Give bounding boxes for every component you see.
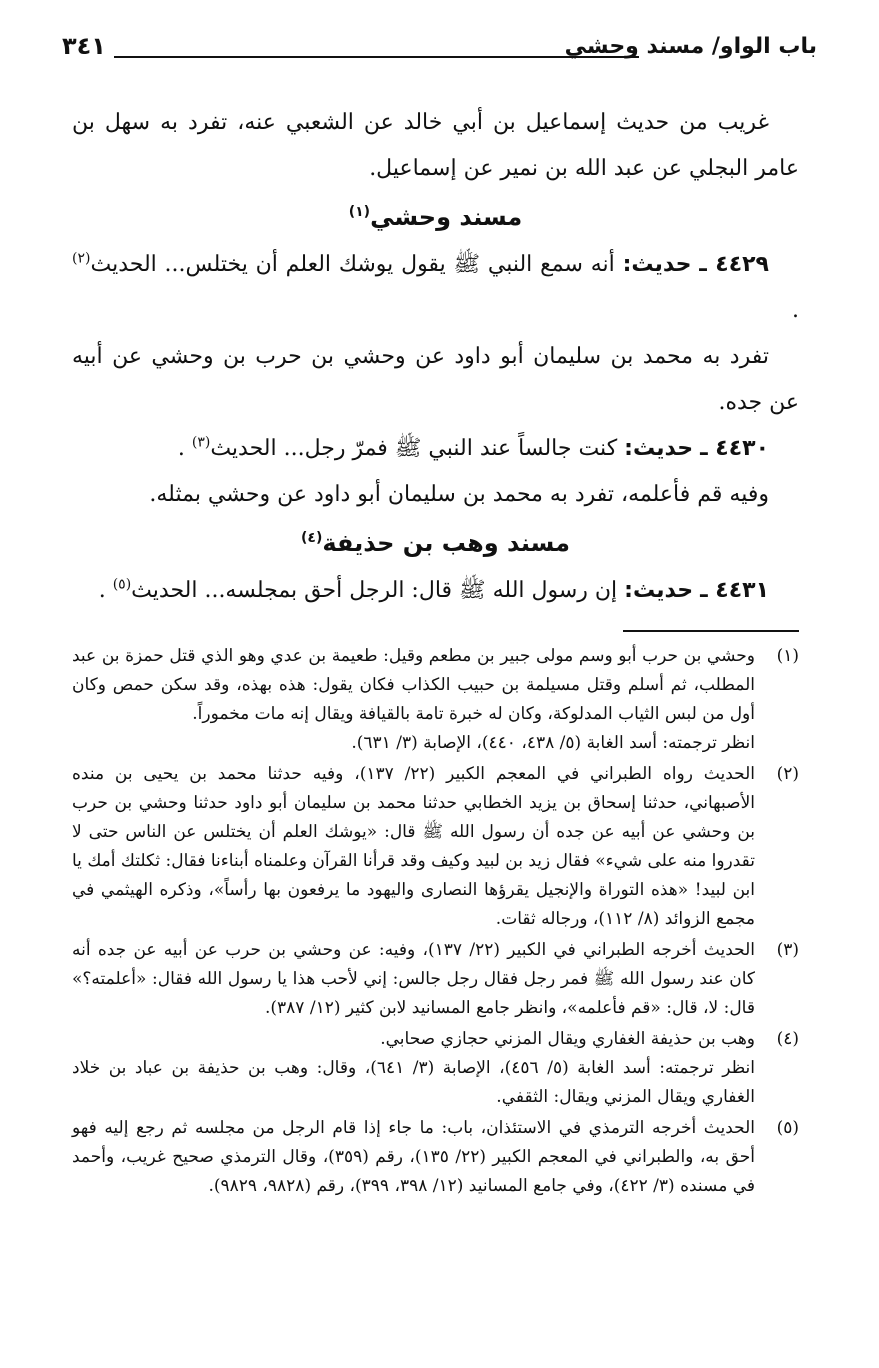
footnote-separator (623, 630, 799, 632)
footnote-number: (٤) (776, 1029, 799, 1049)
section-heading-wahshi (72, 192, 799, 242)
footnote-text: الحديث أخرجه الطبراني في الكبير (٢٢/ ١٣٧)، وفيه: عن وحشي بن حرب عن أبيه عن جده أنه كان عند رسول الله ﷺ فمر رجل فقال رجل جالس: إني لأحب هذا يا رسول الله فقال: «أعلمته؟» قال: لا، قال: «قم فأعلمه»، وانظر جامع المسانيد لابن كثير (١٢/ ٣٨٧). (72, 940, 755, 1018)
footnote-5 (72, 1114, 799, 1201)
footnote-ref: (٢) (72, 250, 91, 267)
hadith-label: حديث: (624, 578, 694, 603)
running-header (62, 28, 817, 72)
footnote-text: انظر ترجمته: أسد الغابة (٥/ ٤٥٦)، الإصابة (٣/ ٦٤١)، وقال: وهب بن حذيفة بن عباد بن خلاد الغفاري ويقال المزني ويقال: الثقفي. (72, 1058, 755, 1107)
hadith-number: ٤٤٣١ ـ (700, 578, 769, 603)
footnote-3 (72, 936, 799, 1023)
hadith-text: كنت جالساً عند النبي ﷺ فمرّ رجل... الحديث (210, 436, 618, 461)
header-rule (114, 56, 639, 58)
hadith-label: حديث: (624, 436, 694, 461)
footnote-number: (٥) (776, 1118, 799, 1138)
hadith-4429-note: تفرد به محمد بن سليمان أبو داود عن وحشي بن حرب بن وحشي عن أبيه عن جده. (72, 344, 799, 415)
hadith-text: أنه سمع النبي ﷺ يقول يوشك العلم أن يختلس... الحديث (90, 252, 615, 277)
intro-paragraph: غريب من حديث إسماعيل بن أبي خالد عن الشعبي عنه، تفرد به سهل بن عامر البجلي عن عبد الله بن نمير عن إسماعيل. (72, 110, 799, 181)
footnote-text: وهب بن حذيفة الغفاري ويقال المزني حجازي صحابي. (380, 1029, 755, 1049)
page-number: ٣٤١ (62, 32, 106, 60)
hadith-number: ٤٤٣٠ ـ (700, 436, 769, 461)
footnote-ref: (٥) (112, 576, 132, 593)
footnote-1 (72, 642, 799, 758)
main-text (72, 100, 799, 614)
hadith-4431: ٤٤٣١ ـ حديث: إن رسول الله ﷺ قال: الرجل أحق بمجلسه... الحديث$^{(٥)}$ . (98, 576, 769, 603)
hadith-number: ٤٤٢٩ ـ (699, 252, 769, 277)
section-heading-wahb (72, 518, 799, 568)
hadith-label: حديث: (622, 252, 692, 277)
footnote-ref: (٤) (301, 530, 323, 546)
footnote-text: وحشي بن حرب أبو وسم مولى جبير بن مطعم وقيل: طعيمة بن عدي وهو الذي قتل حمزة بن عبد المطلب، ثم أسلم وقتل مسيلمة بن حبيب الكذاب فكان يقول: هذه بهذه، وقد سكن حمص وكان أول من لبس الثياب المدلوكة، وكان له خبرة تامة بالقيافة ويقال إنه مات مخموراً. (72, 646, 755, 724)
section-title: مسند وحشي (370, 203, 523, 231)
hadith-4430-note: وفيه قم فأعلمه، تفرد به محمد بن سليمان أبو داود عن وحشي بمثله. (149, 482, 769, 507)
footnotes (72, 642, 799, 1203)
chapter-title: باب الواو/ مسند وحشي (564, 34, 817, 59)
footnote-2 (72, 760, 799, 934)
footnote-4 (72, 1025, 799, 1112)
footnote-number: (٢) (776, 764, 799, 784)
footnote-text: الحديث أخرجه الترمذي في الاستئذان، باب: ما جاء إذا قام الرجل من مجلسه ثم رجع إليه فهو أحق به، والطبراني في المعجم الكبير (٢٢/ ١٣٥)، رقم (٣٥٩)، وقال الترمذي صحيح غريب، وأحمد في مسنده (٣/ ٤٢٢)، وفي جامع المسانيد (١٢/ ٣٩٨، ٣٩٩)، رقم (٩٨٢٨، ٩٨٢٩). (72, 1118, 756, 1196)
section-title: مسند وهب بن حذيفة (322, 529, 570, 557)
hadith-text: إن رسول الله ﷺ قال: الرجل أحق بمجلسه... الحديث (131, 578, 618, 603)
footnote-ref: (١) (348, 204, 371, 220)
footnote-number: (١) (776, 646, 799, 666)
footnote-text: الحديث رواه الطبراني في المعجم الكبير (٢٢/ ١٣٧)، وفيه حدثنا محمد بن يحيى بن منده الأصبهاني، حدثنا إسحاق بن يزيد الخطابي حدثنا محمد بن سليمان أبو داود حدثنا وحشي بن حرب بن وحشي عن أبيه عن جده أن رسول الله ﷺ قال: «يوشك العلم أن يختلس عن الناس حتى لا تقدروا منه على شيء» فقال زيد بن لبيد وكيف وقد قرأنا القرآن وعلمناه أبناءنا فقال: ثكلتك أمك يا ابن لبيد! «هذه التوراة والإنجيل يقرؤها النصارى واليهود ما يرفعون بها رأساً»، وذكره الهيثمي في مجمع الزوائد (٨/ ١١٢)، ورجاله ثقات. (72, 764, 755, 929)
footnote-text: انظر ترجمته: أسد الغابة (٥/ ٤٣٨، ٤٤٠)، الإصابة (٣/ ٦٣١). (351, 733, 755, 753)
footnote-number: (٣) (776, 940, 799, 960)
footnote-ref: (٣) (191, 434, 211, 451)
hadith-4430: ٤٤٣٠ ـ حديث: كنت جالساً عند النبي ﷺ فمرّ رجل... الحديث$^{(٣)}$ . (177, 434, 769, 461)
hadith-4429: ٤٤٢٩ ـ حديث: أنه سمع النبي ﷺ يقول يوشك العلم أن يختلس... الحديث$^{(٢)}$ . (72, 250, 799, 323)
